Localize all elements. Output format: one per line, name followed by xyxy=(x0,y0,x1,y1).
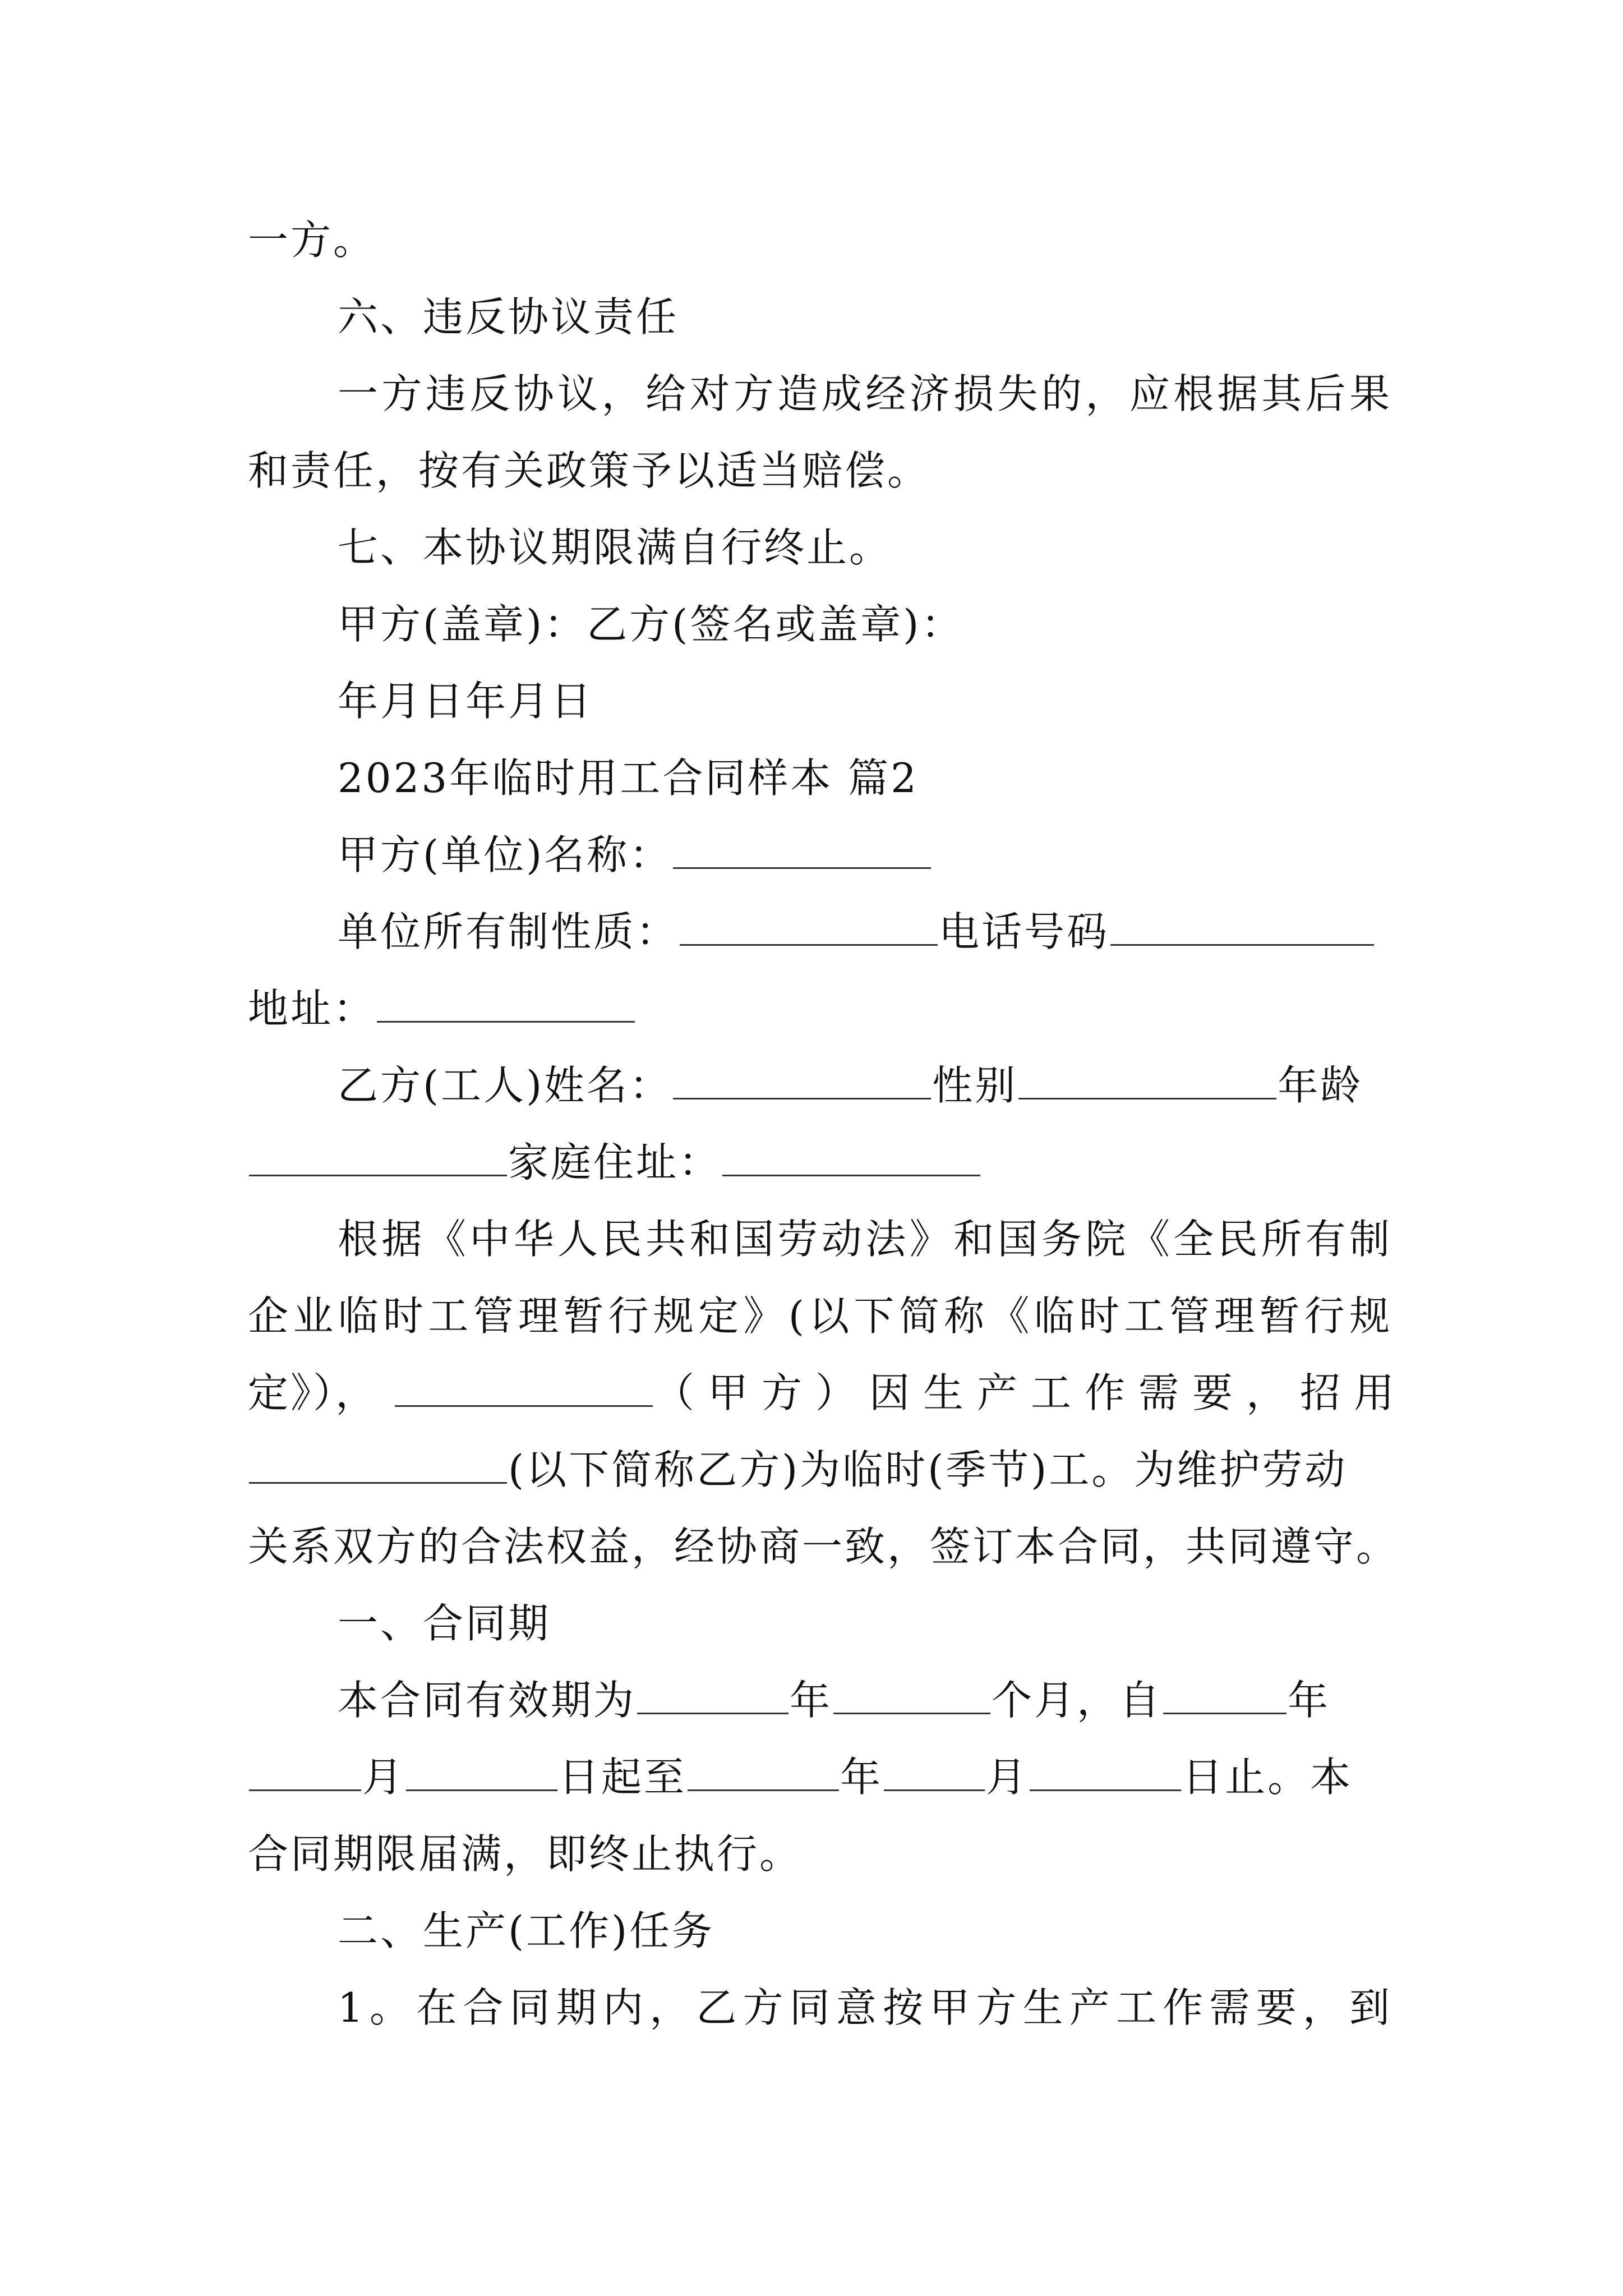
end-year-blank[interactable] xyxy=(688,1757,839,1791)
term-text: 个月，自 xyxy=(992,1677,1163,1724)
end-month-blank[interactable] xyxy=(884,1757,985,1791)
age-home-row xyxy=(248,1124,1392,1200)
term-row-2 xyxy=(248,1739,1392,1815)
age-blank[interactable] xyxy=(249,1142,507,1176)
end-day-blank[interactable] xyxy=(1030,1757,1181,1791)
section-heading-term: 一、合同期 xyxy=(338,1600,551,1647)
start-year-blank[interactable] xyxy=(1163,1680,1287,1714)
paragraph-line: 根据《中华人民共和国劳动法》和国务院《全民所有制 xyxy=(338,1216,1392,1263)
paragraph-line: 合同期限届满，即终止执行。 xyxy=(248,1830,803,1878)
ownership-blank[interactable] xyxy=(680,912,938,946)
paragraph-line: 企业临时工管理暂行规定》(以下简称《临时工管理暂行规 xyxy=(248,1292,1392,1340)
term-text: 年 xyxy=(790,1677,833,1724)
phone-blank[interactable] xyxy=(1110,912,1374,946)
gender-label: 性别 xyxy=(932,1062,1018,1109)
signature-line: 甲方(盖章)：乙方(签名或盖章)： xyxy=(338,601,964,648)
term-text: 年 xyxy=(840,1754,883,1801)
term-text: 本合同有效期为 xyxy=(338,1677,637,1724)
employer-blank[interactable] xyxy=(395,1373,653,1407)
address-label: 地址： xyxy=(248,985,376,1032)
term-text: 月 xyxy=(986,1754,1029,1801)
paragraph-text: （甲方）因生产工作需要，招用 xyxy=(654,1369,1408,1416)
date-line: 年月日年月日 xyxy=(338,678,594,725)
term-text: 年 xyxy=(1288,1677,1331,1724)
employee-blank[interactable] xyxy=(249,1450,507,1484)
text-line: 一方。 xyxy=(248,217,376,264)
paragraph-line: 关系双方的合法权益，经协商一致，签订本合同，共同遵守。 xyxy=(248,1523,1399,1570)
term-row-1 xyxy=(248,1662,1392,1738)
section-heading-task: 二、生产(工作)任务 xyxy=(338,1907,715,1954)
party-b-row xyxy=(248,1047,1392,1124)
party-a-name-label: 甲方(单位)名称： xyxy=(338,831,672,878)
employer-recruit-row xyxy=(248,1355,1408,1431)
party-a-name-row xyxy=(248,817,1392,893)
gender-blank[interactable] xyxy=(1018,1065,1276,1099)
term-text: 月 xyxy=(362,1754,405,1801)
phone-label: 电话号码 xyxy=(939,908,1110,955)
ownership-label: 单位所有制性质： xyxy=(338,908,679,955)
party-a-name-blank[interactable] xyxy=(673,835,931,869)
term-months-blank[interactable] xyxy=(833,1680,990,1714)
ownership-phone-row xyxy=(248,894,1392,970)
text-line: 和责任，按有关政策予以适当赔偿。 xyxy=(248,447,930,494)
home-address-label: 家庭住址： xyxy=(508,1139,722,1186)
address-row xyxy=(248,970,1392,1047)
term-text: 日止。本 xyxy=(1182,1754,1353,1801)
term-text: 日起至 xyxy=(559,1754,687,1801)
age-label: 年龄 xyxy=(1278,1062,1363,1109)
section-heading-termination: 七、本协议期限满自行终止。 xyxy=(338,524,892,571)
employee-row xyxy=(248,1432,1392,1508)
term-years-blank[interactable] xyxy=(637,1680,789,1714)
text-line: 一方违反协议，给对方造成经济损失的，应根据其后果 xyxy=(338,370,1392,417)
start-month-blank[interactable] xyxy=(249,1757,361,1791)
party-b-name-label: 乙方(工人)姓名： xyxy=(338,1062,672,1109)
start-day-blank[interactable] xyxy=(406,1757,557,1791)
party-b-name-blank[interactable] xyxy=(673,1065,931,1099)
paragraph-line: 1。在合同期内，乙方同意按甲方生产工作需要，到 xyxy=(338,1984,1392,2031)
home-address-blank[interactable] xyxy=(722,1142,980,1176)
section-heading-breach: 六、违反协议责任 xyxy=(338,293,679,341)
paragraph-text: (以下简称乙方)为临时(季节)工。为维护劳动 xyxy=(508,1446,1348,1493)
paragraph-text: 定》）， xyxy=(248,1369,379,1416)
address-blank[interactable] xyxy=(377,988,635,1023)
contract-title: 2023年临时用工合同样本 篇2 xyxy=(338,754,919,802)
